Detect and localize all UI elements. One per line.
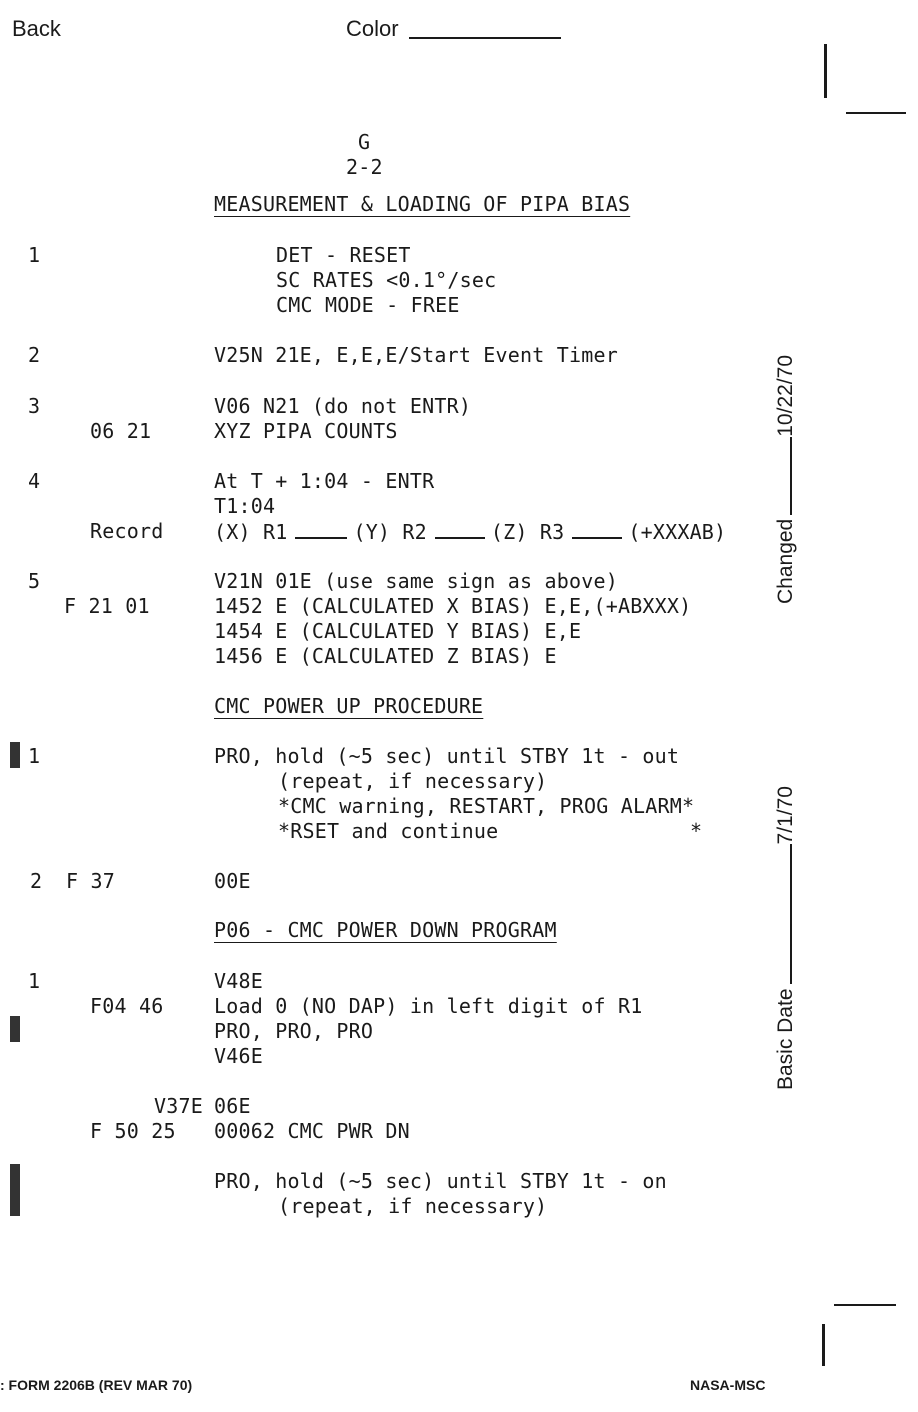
step-line: V06 N21 (do not ENTR) — [214, 394, 472, 418]
dsky-verb: V37E — [154, 1094, 203, 1118]
step-line: *RSET and continue — [278, 819, 499, 843]
dsky-display-code: F 37 — [66, 869, 115, 893]
change-bar — [10, 1016, 20, 1042]
color-label-text: Color — [346, 16, 399, 41]
record-label: Record — [90, 519, 164, 543]
step-line: V21N 01E (use same sign as above) — [214, 569, 618, 593]
basic-date-label: Basic Date — [774, 988, 797, 1090]
step-number: 2 — [30, 869, 43, 893]
back-label: Back — [12, 16, 61, 41]
step-line: SC RATES <0.1°/sec — [276, 268, 497, 292]
step-line: XYZ PIPA COUNTS — [214, 419, 398, 443]
corner-tick-top-horizontal — [846, 112, 906, 114]
section-title-power-up: CMC POWER UP PROCEDURE — [214, 694, 484, 718]
form-number: : FORM 2206B (REV MAR 70) — [0, 1377, 193, 1393]
record-x-blank — [295, 519, 347, 539]
dsky-display-code: 06 21 — [90, 419, 152, 443]
color-label — [346, 16, 561, 42]
step-number: 1 — [28, 969, 41, 993]
dsky-display-code: F04 46 — [90, 994, 164, 1018]
changed-annotation — [774, 355, 798, 604]
change-bar — [10, 1164, 20, 1216]
step-line: Load 0 (NO DAP) in left digit of R1 — [214, 994, 643, 1018]
changed-label: Changed — [774, 518, 797, 604]
corner-tick-top-vertical — [824, 44, 827, 98]
basic-date-underline — [790, 844, 792, 984]
step-line: V48E — [214, 969, 263, 993]
step-number: 4 — [28, 469, 41, 493]
step-line: V46E — [214, 1044, 263, 1068]
step-line: *CMC warning, RESTART, PROG ALARM* — [278, 794, 695, 818]
step-line: V25N 21E, E,E,E/Start Event Timer — [214, 343, 618, 367]
step-line: (repeat, if necessary) — [278, 1194, 548, 1218]
dsky-display-code: F 21 01 — [64, 594, 150, 618]
step-line: 06E — [214, 1094, 251, 1118]
changed-date: 10/22/70 — [774, 355, 797, 437]
record-z-label: (Z) R3 — [490, 520, 565, 544]
step-line: T1:04 — [214, 494, 276, 518]
section-title-pipa-bias: MEASUREMENT & LOADING OF PIPA BIAS — [214, 192, 631, 216]
step-line: At T + 1:04 - ENTR — [214, 469, 435, 493]
dsky-display-code: F 50 25 — [90, 1119, 176, 1143]
step-line: PRO, PRO, PRO — [214, 1019, 374, 1043]
step-number: 3 — [28, 394, 41, 418]
step-line: (repeat, if necessary) — [278, 769, 548, 793]
page-letter: G — [358, 130, 371, 154]
record-y-blank — [435, 519, 485, 539]
changed-underline — [790, 437, 792, 515]
record-y-label: (Y) R2 — [353, 520, 427, 544]
step-number: 1 — [28, 243, 41, 267]
step-line: 1452 E (CALCULATED X BIAS) E,E,(+ABXXX) — [214, 594, 692, 618]
color-blank — [409, 37, 561, 39]
step-number: 1 — [28, 744, 41, 768]
corner-tick-bottom-horizontal — [834, 1304, 896, 1306]
step-line: CMC MODE - FREE — [276, 293, 460, 317]
section-title-power-down: P06 - CMC POWER DOWN PROGRAM — [214, 918, 557, 942]
basic-date-annotation — [774, 786, 798, 1090]
step-line: DET - RESET — [276, 243, 411, 267]
step-number: 2 — [28, 343, 41, 367]
record-format: (+XXXAB) — [628, 520, 727, 544]
agency-label: NASA-MSC — [690, 1377, 766, 1393]
step-line: PRO, hold (~5 sec) until STBY 1t - out — [214, 744, 680, 768]
step-line: 1456 E (CALCULATED Z BIAS) E — [214, 644, 557, 668]
closing-asterisk: * — [690, 819, 703, 843]
step-number: 5 — [28, 569, 41, 593]
record-fields — [214, 519, 726, 545]
record-z-blank — [572, 519, 622, 539]
basic-date-value: 7/1/70 — [774, 786, 797, 845]
step-line: 00E — [214, 869, 251, 893]
page-number: 2-2 — [346, 155, 383, 179]
step-line: PRO, hold (~5 sec) until STBY 1t - on — [214, 1169, 667, 1193]
record-x-label: (X) R1 — [214, 520, 288, 544]
corner-tick-bottom-vertical — [822, 1324, 825, 1366]
step-line: 1454 E (CALCULATED Y BIAS) E,E — [214, 619, 582, 643]
step-line: 00062 CMC PWR DN — [214, 1119, 410, 1143]
change-bar — [10, 742, 20, 768]
